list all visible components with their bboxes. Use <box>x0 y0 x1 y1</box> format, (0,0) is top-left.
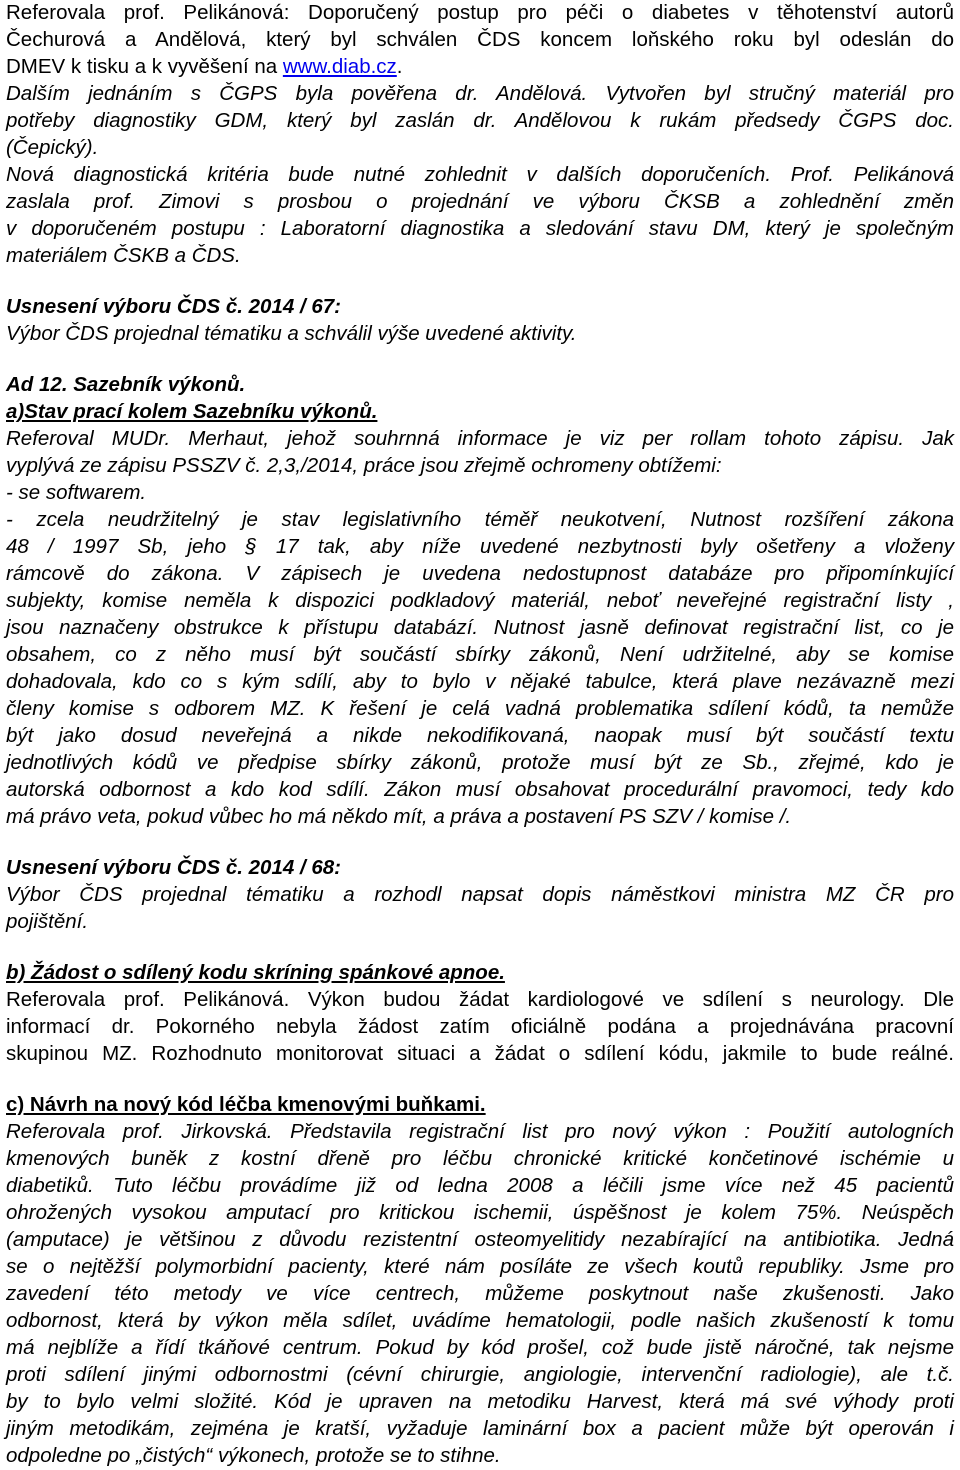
text-line <box>6 561 954 588</box>
line-text: a)Stav prací kolem Sazebníku výkonů. <box>6 400 378 423</box>
text-line <box>6 1146 954 1173</box>
diab-link[interactable]: www.diab.cz <box>282 55 397 78</box>
text-line <box>6 987 954 1014</box>
line-text: diabetiků. Tuto léčbu provádíme již od ledna 2008 a léčili jsme více než 45 pacientů <box>6 1174 954 1197</box>
text-line <box>6 855 954 882</box>
line-text: má právo veta, pokud vůbec ho má někdo mít, a práva a postavení PS SZV / komise /. <box>6 805 792 828</box>
line-text: potřeby diagnostiky GDM, který byl zaslán dr. Andělovou k rukám předsedy ČGPS doc. <box>6 109 954 132</box>
text-line <box>6 108 954 135</box>
line-text: Dalším jednáním s ČGPS byla pověřena dr. Andělová. Vytvořen byl stručný materiál pro <box>6 82 954 105</box>
line-text: Výbor ČDS projednal tématiku a rozhodl napsat dopis náměstkovi ministra MZ ČR pro <box>6 883 954 906</box>
text-line <box>6 1092 954 1119</box>
text-line <box>6 81 954 108</box>
line-text: Čechurová a Andělová, který byl schválen ČDS koncem loňského roku byl odeslán do <box>6 28 954 51</box>
line-text: Referovala prof. Jirkovská. Představila registrační list pro nový výkon : Použití autologních <box>6 1120 954 1143</box>
line-text: dohadovala, kdo co s kým sdílí, aby to bylo v nějaké tabulce, která plave nezávazně mezi <box>6 670 954 693</box>
text-line-with-link <box>6 54 954 81</box>
text-line <box>6 426 954 453</box>
line-text: Ad 12. Sazebník výkonů. <box>6 373 246 396</box>
line-text: Referovala prof. Pelikánová. Výkon budou žádat kardiologové ve sdílení s neurology. Dle <box>6 988 954 1011</box>
text-line <box>6 882 954 909</box>
text-line <box>6 1335 954 1362</box>
text-line <box>6 507 954 534</box>
line-text: Usnesení výboru ČDS č. 2014 / 67: <box>6 295 341 318</box>
text-line <box>6 453 954 480</box>
line-text: informací dr. Pokorného nebyla žádost zatím oficiálně podána a projednávána pracovní <box>6 1015 954 1038</box>
text-line <box>6 723 954 750</box>
line-text: zavedení této metody ve více centrech, můžeme poskytnout naše zkušenosti. Jako <box>6 1282 954 1305</box>
text-line <box>6 243 954 270</box>
line-text: DMEV k tisku a k vyvěšení na <box>6 55 283 78</box>
line-text: vyplývá ze zápisu PSSZV č. 2,3,/2014, práce jsou zřejmě ochromeny obtížemi: <box>6 454 722 477</box>
line-text: kmenových buněk z kostní dřeně pro léčbu chronické kritické končetinové ischémie u <box>6 1147 954 1170</box>
line-text: proti sdílení jinými odbornostmi (cévní chirurgie, angiologie, intervenční radiologie), ale t.č. <box>6 1363 954 1386</box>
text-line <box>6 480 954 507</box>
text-line <box>6 27 954 54</box>
text-line <box>6 189 954 216</box>
line-text: - se softwarem. <box>6 481 147 504</box>
line-text: Usnesení výboru ČDS č. 2014 / 68: <box>6 856 341 879</box>
text-line <box>6 321 954 348</box>
line-text: odpoledne po „čistých“ výkonech, protože se to stihne. <box>6 1444 501 1467</box>
line-text: (amputace) je většinou z důvodu rezistentní osteomyelitidy nezabírající na antibiotika. Jedná <box>6 1228 954 1251</box>
text-line <box>6 1281 954 1308</box>
text-line <box>6 534 954 561</box>
line-text: 48 / 1997 Sb, jeho § 17 tak, aby níže uvedené nezbytnosti byly ošetřeny a vloženy <box>6 535 954 558</box>
line-text: subjekty, komise neměla k dispozici podkladový materiál, neboť neveřejné registrační listy , <box>6 589 954 612</box>
text-line <box>6 294 954 321</box>
line-text: c) Návrh na nový kód léčba kmenovými buňkami. <box>6 1093 486 1116</box>
line-text: Referovala prof. Pelikánová: Doporučený postup pro péči o diabetes v těhotenství autorů <box>6 1 954 24</box>
line-text: rámcově do zákona. V zápisech je uvedena nedostupnost databáze pro připomínkující <box>6 562 954 585</box>
line-text: obsahem, co z něho musí být součástí sbírky zákonů, Není udržitelné, aby se komise <box>6 643 954 666</box>
line-text: skupinou MZ. Rozhodnuto monitorovat situaci a žádat o sdílení kódu, jakmile to bude reálné. <box>6 1042 954 1065</box>
text-line <box>6 372 954 399</box>
line-text: členy komise s odborem MZ. K řešení je celá vadná problematika sdílení kódů, ta nemůže <box>6 697 954 720</box>
text-line <box>6 399 954 426</box>
line-text: - zcela neudržitelný je stav legislativního téměř neukotvení, Nutnost rozšíření zákona <box>6 508 954 531</box>
line-text: Nová diagnostická kritéria bude nutné zohlednit v dalších doporučeních. Prof. Pelikánová <box>6 163 954 186</box>
line-text: Referoval MUDr. Merhaut, jehož souhrnná informace je viz per rollam tohoto zápisu. Jak <box>6 427 954 450</box>
line-text: pojištění. <box>6 910 89 933</box>
text-line <box>6 1416 954 1443</box>
line-text: ohrožených vysokou amputací pro kritickou ischemii, úspěšnost je kolem 75%. Neúspěch <box>6 1201 954 1224</box>
line-text: jsou naznačeny obstrukce k přístupu databází. Nutnost jasně definovat registrační list, co je <box>6 616 954 639</box>
line-text: být jako dosud neveřejná a nikde nekodifikovaná, naopak musí být součástí textu <box>6 724 954 747</box>
line-text: by to bylo velmi složité. Kód je upraven na metodiku Harvest, která má své výhody proti <box>6 1390 954 1413</box>
text-line <box>6 669 954 696</box>
text-line <box>6 588 954 615</box>
line-text: odbornost, která by výkon měla sdílet, uvádíme hematologii, podle našich zkušeností k tomu <box>6 1309 954 1332</box>
text-line <box>6 1308 954 1335</box>
text-line <box>6 1389 954 1416</box>
line-text: jednotlivých kódů ve předpise sbírky zákonů, protože musí být ze Sb., zřejmé, kdo je <box>6 751 954 774</box>
text-line <box>6 642 954 669</box>
text-line <box>6 960 954 987</box>
line-text: materiálem ČSKB a ČDS. <box>6 244 241 267</box>
line-text: zaslala prof. Zimovi s prosbou o projednání ve výboru ČKSB a zohlednění změn <box>6 190 954 213</box>
text-line <box>6 909 954 936</box>
line-text: v doporučeném postupu : Laboratorní diagnostika a sledování stavu DM, který je společným <box>6 217 954 240</box>
text-line <box>6 777 954 804</box>
line-text: b) Žádost o sdílený kodu skríning spánkové apnoe. <box>6 961 505 984</box>
text-line <box>6 696 954 723</box>
text-line <box>6 750 954 777</box>
text-line <box>6 1200 954 1227</box>
line-text: se o nejtěžší polymorbidní pacienty, které nám posíláte ze všech koutů republiky. Jsme pro <box>6 1255 954 1278</box>
line-text: Výbor ČDS projednal tématiku a schválil výše uvedené aktivity. <box>6 322 577 345</box>
text-line <box>6 1443 954 1470</box>
text-line <box>6 135 954 162</box>
line-text-after: . <box>396 55 403 78</box>
text-line <box>6 1227 954 1254</box>
text-line <box>6 804 954 831</box>
text-line <box>6 216 954 243</box>
text-line <box>6 1362 954 1389</box>
text-line <box>6 1041 954 1068</box>
text-line <box>6 1014 954 1041</box>
text-line <box>6 615 954 642</box>
text-line <box>6 162 954 189</box>
line-text: (Čepický). <box>6 136 99 159</box>
line-text: autorská odbornost a kdo kod sdílí. Zákon musí obsahovat procedurální pravomoci, tedy kdo <box>6 778 954 801</box>
text-line <box>6 0 954 27</box>
text-line <box>6 1254 954 1281</box>
line-text: má nejblíže a řídí tkáňové centrum. Pokud by kód prošel, což bude jistě náročné, tak nejsme <box>6 1336 954 1359</box>
text-line <box>6 1119 954 1146</box>
text-line <box>6 1173 954 1200</box>
line-text: jiným metodikám, zejména je kratší, vyžaduje laminární box a pacient může být operován i <box>6 1417 954 1440</box>
